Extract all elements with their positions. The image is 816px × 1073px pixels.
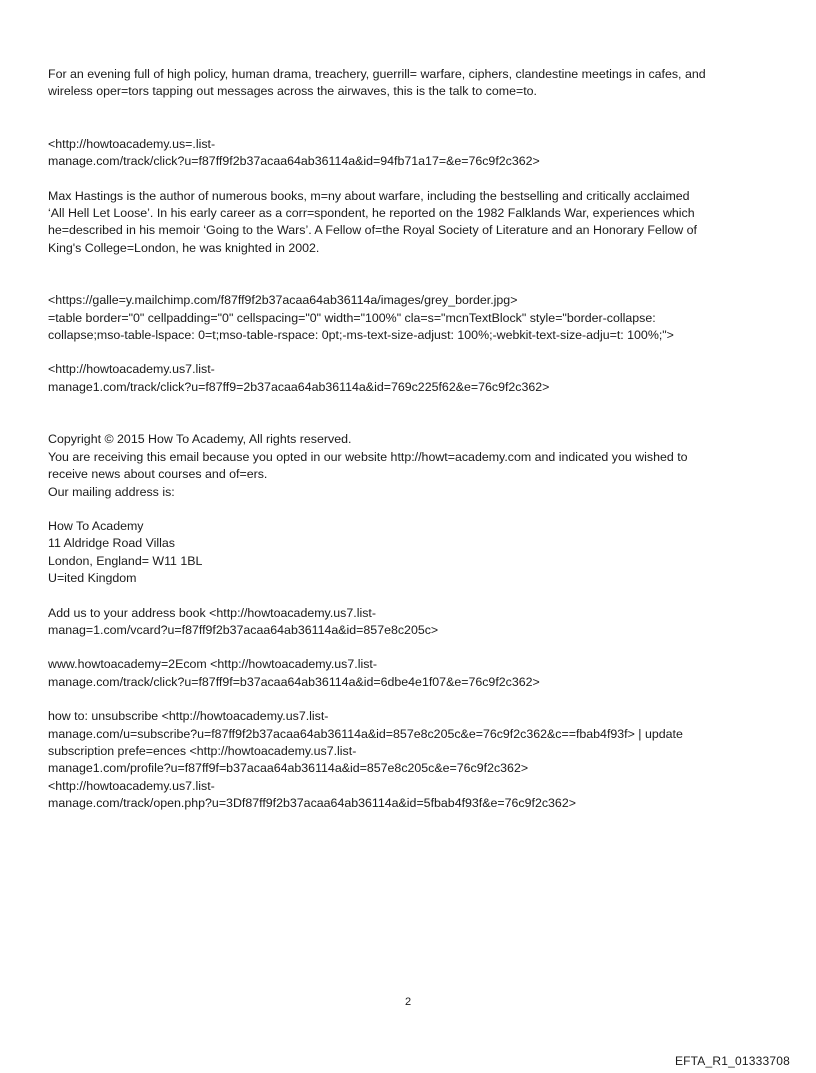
tracking-link-1 (48, 136, 778, 171)
page-number: 2 (404, 996, 412, 1008)
intro-paragraph (48, 66, 778, 101)
footer-copyright (48, 431, 778, 501)
unsubscribe-line-4: manage1.com/profile?u=f87ff9f=b37acaa64ab36114a&id=857e8c205c&e=76c9f2c362> (48, 761, 529, 776)
bio-line-4: King's College=London, he was knighted in 2002. (48, 240, 320, 255)
address-book-line-1: Add us to your address book <http://howtoacademy.us7.list- (48, 605, 376, 620)
mailing-address (48, 518, 778, 588)
address-line-3: London, England= W11 1BL (48, 553, 203, 568)
bio-line-1: Max Hastings is the author of numerous books, m=ny about warfare, including the bestselling and critically acclaimed (48, 188, 690, 203)
intro-line-1: For an evening full of high policy, human drama, treachery, guerrill= warfare, ciphers, clandestine meetings in cafes, and (48, 67, 706, 81)
unsubscribe-line-6: manage.com/track/open.php?u=3Df87ff9f2b37acaa64ab36114a&id=5fbab4f93f&e=76c9f2c362> (48, 796, 576, 811)
tracking-link-2-line-1: <http://howtoacademy.us7.list- (48, 362, 215, 377)
address-book-link (48, 605, 778, 640)
tracking-link-1-line-1: <http://howtoacademy.us=.list- (48, 136, 216, 151)
address-line-1: How To Academy (48, 518, 144, 533)
intro-line-2: wireless oper=tors tapping out messages across the airwaves, this is the talk to come=to. (48, 84, 537, 99)
bates-number: EFTA_R1_01333708 (674, 1054, 790, 1068)
address-line-2: 11 Aldridge Road Villas (48, 536, 175, 551)
website-link (48, 656, 778, 691)
address-book-line-2: manag=1.com/vcard?u=f87ff9f2b37acaa64ab36114a&id=857e8c205c> (48, 622, 439, 637)
tracking-link-1-line-2: manage.com/track/click?u=f87ff9f2b37acaa64ab36114a&id=94fb71a17=&e=76c9f2c362> (48, 154, 540, 169)
image-link-line-1: <https://galle=y.mailchimp.com/f87ff9f2b37acaa64ab36114a/images/grey_border.jpg> (48, 293, 518, 308)
document-body (48, 66, 778, 813)
bio-line-2: ‘All Hell Let Loose’. In his early career as a corr=spondent, he reported on the 1982 Falklands War, experiences which (48, 206, 695, 221)
unsubscribe-line-3: subscription prefe=ences <http://howtoacademy.us7.list- (48, 743, 357, 758)
image-link-block (48, 292, 778, 344)
tracking-link-2-line-2: manage1.com/track/click?u=f87ff9=2b37acaa64ab36114a&id=769c225f62&e=76c9f2c362> (48, 379, 550, 394)
unsubscribe-line-2: manage.com/u=subscribe?u=f87ff9f2b37acaa64ab36114a&id=857e8c205c&e=76c9f2c362&c==fbab4f93f> | update (48, 726, 683, 741)
bio-line-3: he=described in his memoir ‘Going to the Wars’. A Fellow of=the Royal Society of Literature and an Honorary Fellow of (48, 223, 697, 238)
footer-line-2: You are receiving this email because you opted in our website http://howt=academy.com and indicated you wished to (48, 449, 688, 464)
unsubscribe-block (48, 708, 778, 812)
footer-line-1: Copyright © 2015 How To Academy, All rights reserved. (48, 432, 352, 447)
unsubscribe-line-1: how to: unsubscribe <http://howtoacademy.us7.list- (48, 709, 329, 724)
footer-line-4: Our mailing address is: (48, 484, 175, 499)
website-line-2: manage.com/track/click?u=f87ff9f=b37acaa64ab36114a&id=6dbe4e1f07&e=76c9f2c362> (48, 674, 540, 689)
address-line-4: U=ited Kingdom (48, 571, 137, 586)
unsubscribe-line-5: <http://howtoacademy.us7.list- (48, 778, 215, 793)
tracking-link-2 (48, 361, 778, 396)
image-link-line-3: collapse;mso-table-lspace: 0=t;mso-table-rspace: 0pt;-ms-text-size-adjust: 100%;-webkit-text-size-adju=t: 100%;"> (48, 328, 674, 343)
website-line-1: www.howtoacademy=2Ecom <http://howtoacademy.us7.list- (48, 657, 377, 672)
bio-paragraph (48, 188, 778, 258)
image-link-line-2: =table border="0" cellpadding="0" cellspacing="0" width="100%" cla=s="mcnTextBlock" style="border-collapse: (48, 310, 656, 325)
footer-line-3: receive news about courses and of=ers. (48, 467, 268, 482)
